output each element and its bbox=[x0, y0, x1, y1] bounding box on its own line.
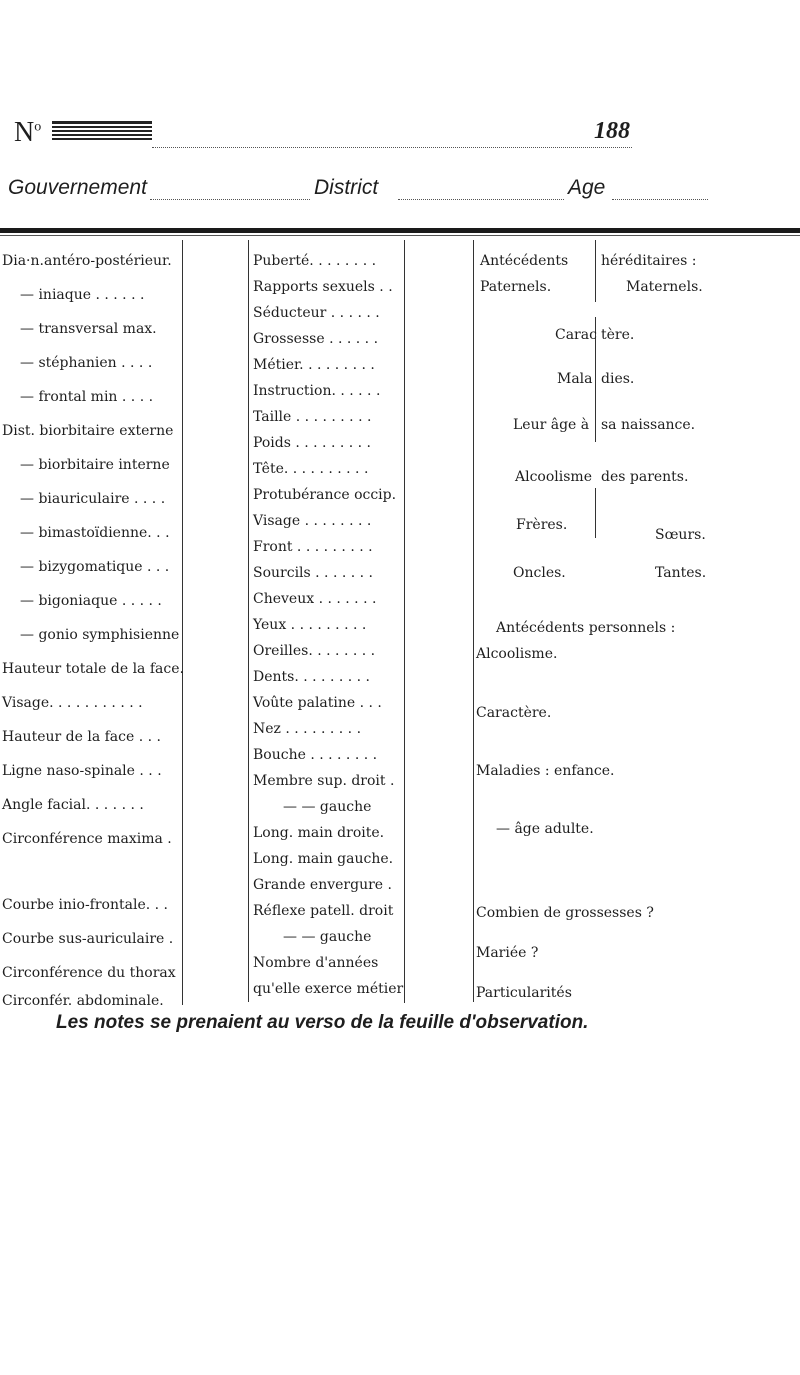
antecedents-label-b: héréditaires : bbox=[601, 253, 697, 269]
column-divider-4 bbox=[473, 240, 474, 1002]
measure-line: Circonférence du thorax bbox=[2, 965, 176, 981]
tantes-label: Tantes. bbox=[655, 565, 707, 581]
trait-line: Rapports sexuels . . bbox=[253, 279, 393, 295]
column-divider-5a bbox=[595, 240, 596, 302]
trait-line: Yeux . . . . . . . . . bbox=[253, 617, 367, 633]
measure-line: — gonio symphisienne bbox=[20, 627, 180, 643]
trait-line: Cheveux . . . . . . . bbox=[253, 591, 377, 607]
measure-line: Hauteur de la face . . . bbox=[2, 729, 161, 745]
trait-line: Visage . . . . . . . . bbox=[253, 513, 372, 529]
measure-line: Hauteur totale de la face. bbox=[2, 661, 184, 677]
trait-line: Membre sup. droit . bbox=[253, 773, 395, 789]
measure-line: Angle facial. . . . . . . bbox=[2, 797, 144, 813]
redacted-number-mark bbox=[52, 121, 152, 143]
alcoolisme-parents-b: des parents. bbox=[601, 469, 689, 485]
age-dotted-line bbox=[612, 199, 708, 200]
measure-line: — bizygomatique . . . bbox=[20, 559, 170, 575]
age-naissance-a: Leur âge à bbox=[513, 417, 590, 433]
trait-line: Nombre d'années bbox=[253, 955, 379, 971]
measure-line: — transversal max. bbox=[20, 321, 157, 337]
column-divider-3 bbox=[404, 240, 405, 1003]
column-divider-5c bbox=[595, 488, 596, 538]
measure-line: — bigoniaque . . . . . bbox=[20, 593, 162, 609]
maladies-a: Mala bbox=[557, 371, 593, 387]
maladies-adulte: — âge adulte. bbox=[496, 821, 594, 837]
measure-line: — biorbitaire interne bbox=[20, 457, 170, 473]
trait-line: Long. main droite. bbox=[253, 825, 385, 841]
trait-line: Dents. . . . . . . . . bbox=[253, 669, 370, 685]
trait-line: Puberté. . . . . . . . bbox=[253, 253, 377, 269]
trait-line: Poids . . . . . . . . . bbox=[253, 435, 372, 451]
measure-line: — iniaque . . . . . . bbox=[20, 287, 145, 303]
trait-line: Protubérance occip. bbox=[253, 487, 397, 503]
trait-line: Front . . . . . . . . . bbox=[253, 539, 373, 555]
antecedents-personnels: Antécédents personnels : bbox=[496, 620, 676, 636]
measure-line: — biauriculaire . . . . bbox=[20, 491, 166, 507]
number-label: $N^o$ bbox=[14, 117, 42, 148]
caractere-b: tère. bbox=[601, 327, 635, 343]
measure-line: Courbe inio-frontale. . . bbox=[2, 897, 168, 913]
alcoolisme-personnel: Alcoolisme. bbox=[476, 646, 558, 662]
trait-line: Tête. . . . . . . . . . bbox=[253, 461, 369, 477]
antecedents-label-a: Antécédents bbox=[480, 253, 569, 269]
measure-line: Dist. biorbitaire externe bbox=[2, 423, 174, 439]
number-dotted-line bbox=[152, 147, 632, 148]
trait-line: Grossesse . . . . . . bbox=[253, 331, 379, 347]
measure-line: — frontal min . . . . bbox=[20, 389, 154, 405]
particularites-label: Particularités bbox=[476, 985, 572, 1001]
trait-line: Oreilles. . . . . . . . bbox=[253, 643, 376, 659]
caractere-a: Carac bbox=[555, 327, 597, 343]
trait-line: Instruction. . . . . . bbox=[253, 383, 381, 399]
header-rule-thin bbox=[0, 235, 800, 236]
footer-note: Les notes se prenaient au verso de la feuille d'observation. bbox=[56, 1012, 589, 1033]
gouvernement-label: Gouvernement bbox=[8, 176, 147, 199]
measure-line: — bimastoïdienne. . . bbox=[20, 525, 170, 541]
column-divider-1 bbox=[182, 240, 183, 1005]
district-dotted-line bbox=[398, 199, 564, 200]
gouvernement-dotted-line bbox=[150, 199, 310, 200]
trait-line: Métier. . . . . . . . . bbox=[253, 357, 375, 373]
age-label: Age bbox=[568, 176, 606, 199]
trait-line: Réflexe patell. droit bbox=[253, 903, 394, 919]
measure-line: Circonfér. abdominale. bbox=[2, 993, 164, 1009]
trait-line: qu'elle exerce métier bbox=[253, 981, 404, 997]
trait-line: Nez . . . . . . . . . bbox=[253, 721, 362, 737]
trait-line: Sourcils . . . . . . . bbox=[253, 565, 374, 581]
age-naissance-b: sa naissance. bbox=[601, 417, 696, 433]
freres-label: Frères. bbox=[516, 517, 568, 533]
header-rule-thick bbox=[0, 228, 800, 233]
measure-line: — stéphanien . . . . bbox=[20, 355, 153, 371]
caractere-personnel: Caractère. bbox=[476, 705, 552, 721]
trait-line: Séducteur . . . . . . bbox=[253, 305, 380, 321]
column-divider-2 bbox=[248, 240, 249, 1002]
measure-line: Visage. . . . . . . . . . . bbox=[2, 695, 143, 711]
mariee-question: Mariée ? bbox=[476, 945, 539, 961]
trait-line: Long. main gauche. bbox=[253, 851, 394, 867]
district-label: District bbox=[314, 176, 379, 199]
trait-line: Grande envergure . bbox=[253, 877, 392, 893]
measure-line: Dia·n.antéro-postérieur. bbox=[2, 253, 172, 269]
maladies-enfance: Maladies : enfance. bbox=[476, 763, 615, 779]
measure-line: Ligne naso-spinale . . . bbox=[2, 763, 162, 779]
measure-line: Courbe sus-auriculaire . bbox=[2, 931, 174, 947]
maladies-b: dies. bbox=[601, 371, 635, 387]
alcoolisme-parents-a: Alcoolisme bbox=[515, 469, 592, 485]
oncles-label: Oncles. bbox=[513, 565, 566, 581]
trait-line: — — gauche bbox=[283, 799, 372, 815]
trait-line: Voûte palatine . . . bbox=[253, 695, 382, 711]
form-header bbox=[0, 0, 800, 180]
measure-line: Circonférence maxima . bbox=[2, 831, 172, 847]
grossesses-question: Combien de grossesses ? bbox=[476, 905, 654, 921]
maternels-label: Maternels. bbox=[626, 279, 703, 295]
paternels-label: Paternels. bbox=[480, 279, 552, 295]
trait-line: — — gauche bbox=[283, 929, 372, 945]
trait-line: Bouche . . . . . . . . bbox=[253, 747, 378, 763]
trait-line: Taille . . . . . . . . . bbox=[253, 409, 372, 425]
sheet-number: 188 bbox=[594, 118, 630, 144]
soeurs-label: Sœurs. bbox=[655, 527, 706, 543]
